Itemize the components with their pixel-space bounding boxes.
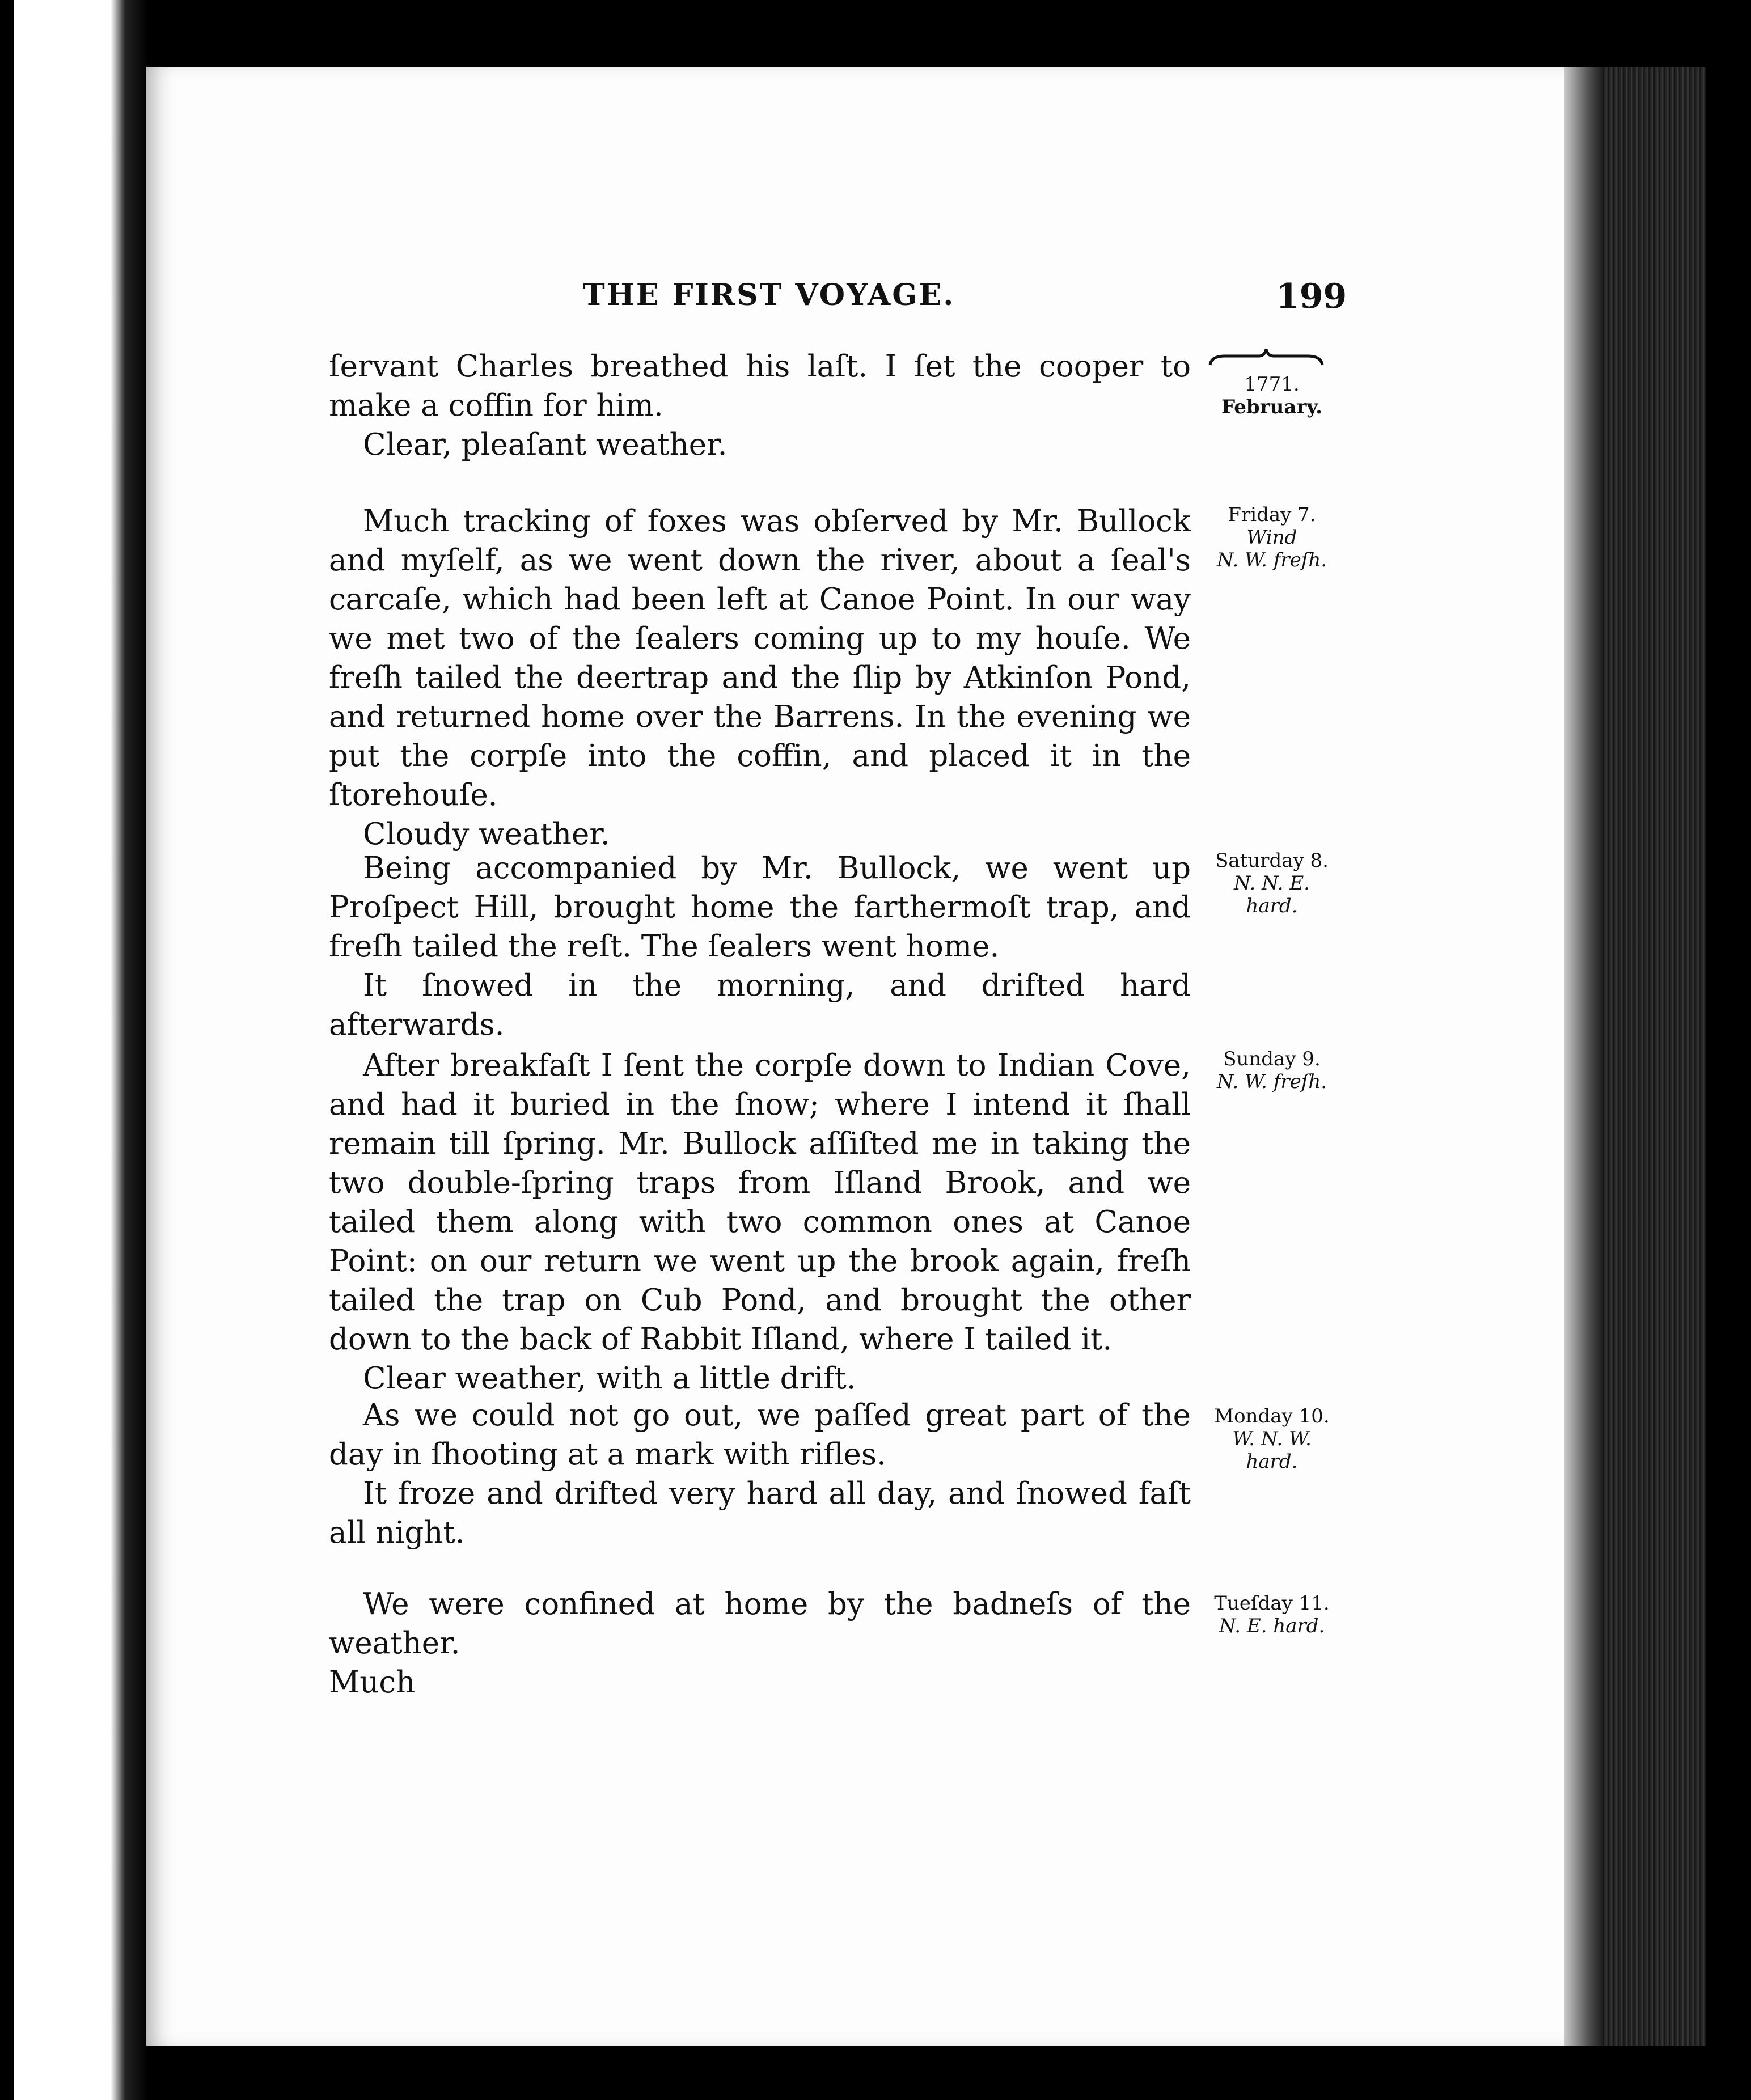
book-gutter — [111, 0, 147, 2100]
margin-day: Friday 7. — [1228, 503, 1316, 526]
margin-note-tuesday — [1207, 1592, 1337, 1637]
margin-day: Monday 10. — [1214, 1405, 1330, 1428]
paragraph: ſervant Charles breathed his laſt. I ſet the cooper to make a coffin for him. — [329, 349, 1191, 423]
brace-ornament — [1208, 348, 1325, 371]
page-fore-edge — [1564, 67, 1706, 2046]
margin-wind-label: Wind — [1246, 526, 1297, 549]
paragraph: Clear, pleaſant weather. — [363, 427, 728, 462]
margin-note-sunday — [1207, 1048, 1337, 1093]
paragraph: Cloudy weather. — [363, 817, 610, 852]
margin-wind: N. W. freſh. — [1216, 1070, 1327, 1093]
margin-year: 1771. — [1244, 373, 1300, 396]
paragraph: Clear weather, with a little drift. — [363, 1361, 856, 1396]
entry-monday — [329, 1396, 1191, 1552]
entry-sunday — [329, 1046, 1191, 1398]
paragraph: Much tracking of foxes was obſerved by Mr. Bullock and myſelf, as we went down the river, about a ſeal's carcaſe, which had been left at Canoe Point. In our way we met two of the ſealers coming up to my houſe. We freſh tailed the deertrap and the ſlip by Atkinſon Pond, and returned home over the Barrens. In the evening we put the corpſe into the coffin, and placed it in the ſtorehouſe. — [329, 504, 1191, 812]
margin-note-monday — [1207, 1405, 1337, 1473]
margin-wind: N. E. hard. — [1219, 1615, 1325, 1637]
margin-day: Saturday 8. — [1215, 849, 1329, 872]
margin-wind: W. N. W. — [1232, 1428, 1312, 1450]
entry-tuesday — [329, 1585, 1191, 1702]
margin-day: Sunday 9. — [1223, 1048, 1321, 1070]
margin-day: Tueſday 11. — [1214, 1592, 1330, 1615]
running-head: THE FIRST VOYAGE. — [583, 278, 955, 312]
paragraph: As we could not go out, we paſſed great part of the day in ſhooting at a mark with rifles. — [329, 1398, 1191, 1472]
margin-wind: N. W. freſh. — [1216, 549, 1327, 571]
paragraph: Being accompanied by Mr. Bullock, we went up Proſpect Hill, brought home the farthermoſt trap, and freſh tailed the reſt. The ſealers went home. — [329, 851, 1191, 964]
margin-wind-extra: hard. — [1246, 1450, 1298, 1473]
page-number: 199 — [1276, 277, 1347, 316]
entry-continuation — [329, 347, 1191, 464]
margin-date — [1207, 373, 1337, 418]
margin-note-saturday — [1207, 849, 1337, 917]
scan-shadow — [0, 0, 14, 2100]
paragraph: It froze and drifted very hard all day, and ſnowed faſt all night. — [329, 1476, 1191, 1550]
margin-wind: N. N. E. hard. — [1233, 872, 1310, 917]
margin-note-friday — [1207, 503, 1337, 571]
catchword: Much — [329, 1665, 416, 1700]
entry-saturday — [329, 849, 1191, 1044]
entry-friday — [329, 502, 1191, 854]
paragraph: We were confined at home by the badneſs of the weather. — [329, 1587, 1191, 1661]
paragraph: It ſnowed in the morning, and drifted hard afterwards. — [329, 968, 1191, 1042]
page-curl — [1564, 67, 1604, 2046]
margin-month: February. — [1221, 396, 1322, 418]
paragraph: After breakfaſt I ſent the corpſe down to Indian Cove, and had it buried in the ſnow; where I intend it ſhall remain till ſpring. Mr. Bullock aſſiſted me in taking the two double-ſpring traps from Iſland Brook, and we tailed them along with two common ones at Canoe Point: on our return we went up the brook again, freſh tailed the trap on Cub Pond, and brought the other down to the back of Rabbit Iſland, where I tailed it. — [329, 1048, 1191, 1357]
left-page-edge — [0, 0, 147, 2100]
